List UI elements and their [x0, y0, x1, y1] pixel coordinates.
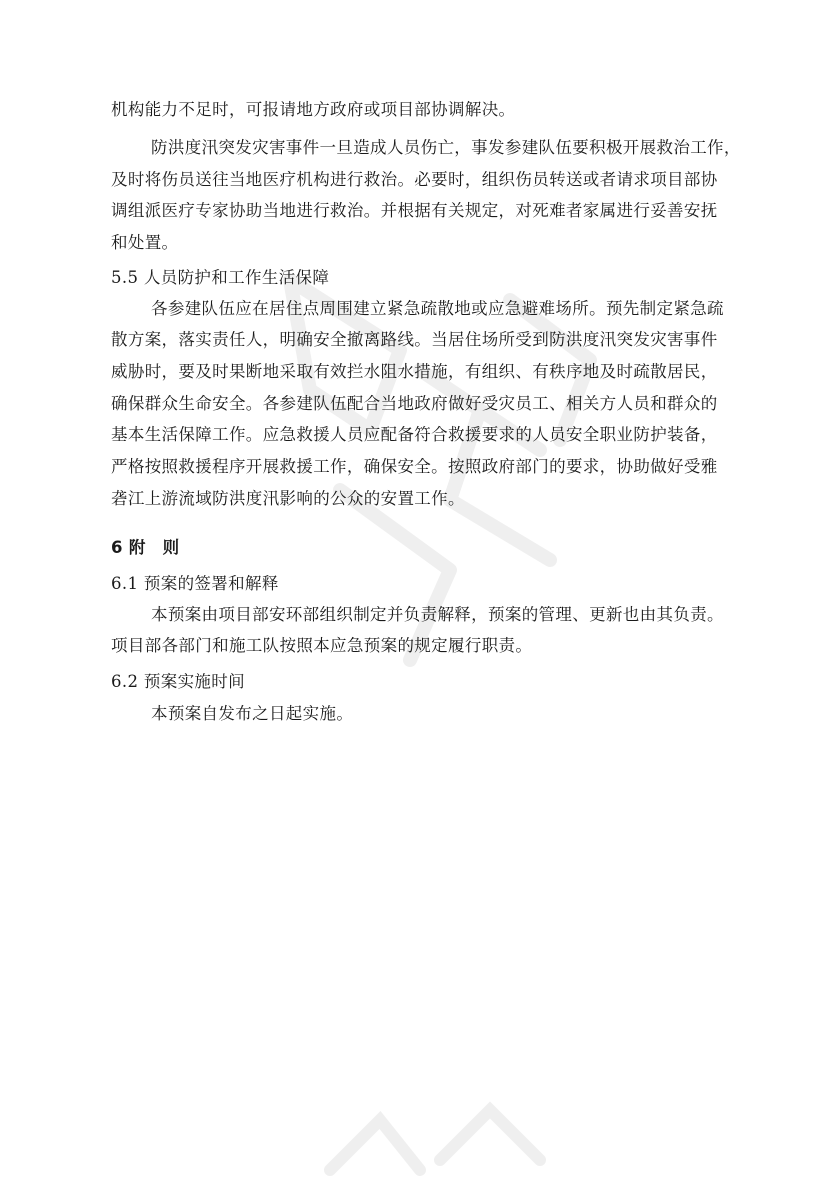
paragraph-line: 本预案由项目部安环部组织制定并负责解释，预案的管理、更新也由其负责。 — [151, 605, 724, 624]
paragraph-line: 及时将伤员送往当地医疗机构进行救治。必要时，组织伤员转送或者请求项目部协 — [111, 170, 718, 189]
paragraph-line: 砻江上游流域防洪度汛影响的公众的安置工作。 — [111, 489, 465, 508]
section-heading-6-2: 6.2 预案实施时间 — [111, 672, 245, 691]
paragraph-line: 防洪度汛突发灾害事件一旦造成人员伤亡，事发参建队伍要积极开展救治工作， — [151, 138, 741, 157]
paragraph-line: 机构能力不足时，可报请地方政府或项目部协调解决。 — [111, 100, 516, 119]
paragraph-line: 调组派医疗专家协助当地进行救治。并根据有关规定，对死难者家属进行妥善安抚 — [111, 201, 718, 220]
paragraph-line: 项目部各部门和施工队按照本应急预案的规定履行职责。 — [111, 636, 533, 655]
paragraph-line: 和处置。 — [111, 233, 179, 252]
paragraph-line: 基本生活保障工作。应急救援人员应配备符合救援要求的人员安全职业防护装备， — [111, 425, 718, 444]
chapter-heading-6: 6 附 则 — [111, 538, 180, 557]
paragraph-line: 散方案，落实责任人，明确安全撤离路线。当居住场所受到防洪度汛突发灾害事件 — [111, 330, 718, 349]
section-heading-6-1: 6.1 预案的签署和解释 — [111, 574, 279, 593]
paragraph-line: 各参建队伍应在居住点周围建立紧急疏散地或应急避难场所。预先制定紧急疏 — [151, 299, 724, 318]
paragraph-line: 确保群众生命安全。各参建队伍配合当地政府做好受灾员工、相关方人员和群众的 — [111, 394, 718, 413]
paragraph-line: 严格按照救援程序开展救援工作，确保安全。按照政府部门的要求，协助做好受雅 — [111, 457, 718, 476]
watermark-bottom — [300, 1090, 560, 1180]
paragraph-line: 威胁时，要及时果断地采取有效拦水阻水措施，有组织、有秩序地及时疏散居民， — [111, 362, 718, 381]
section-heading-5-5: 5.5 人员防护和工作生活保障 — [111, 268, 330, 287]
paragraph-line: 本预案自发布之日起实施。 — [151, 704, 354, 723]
